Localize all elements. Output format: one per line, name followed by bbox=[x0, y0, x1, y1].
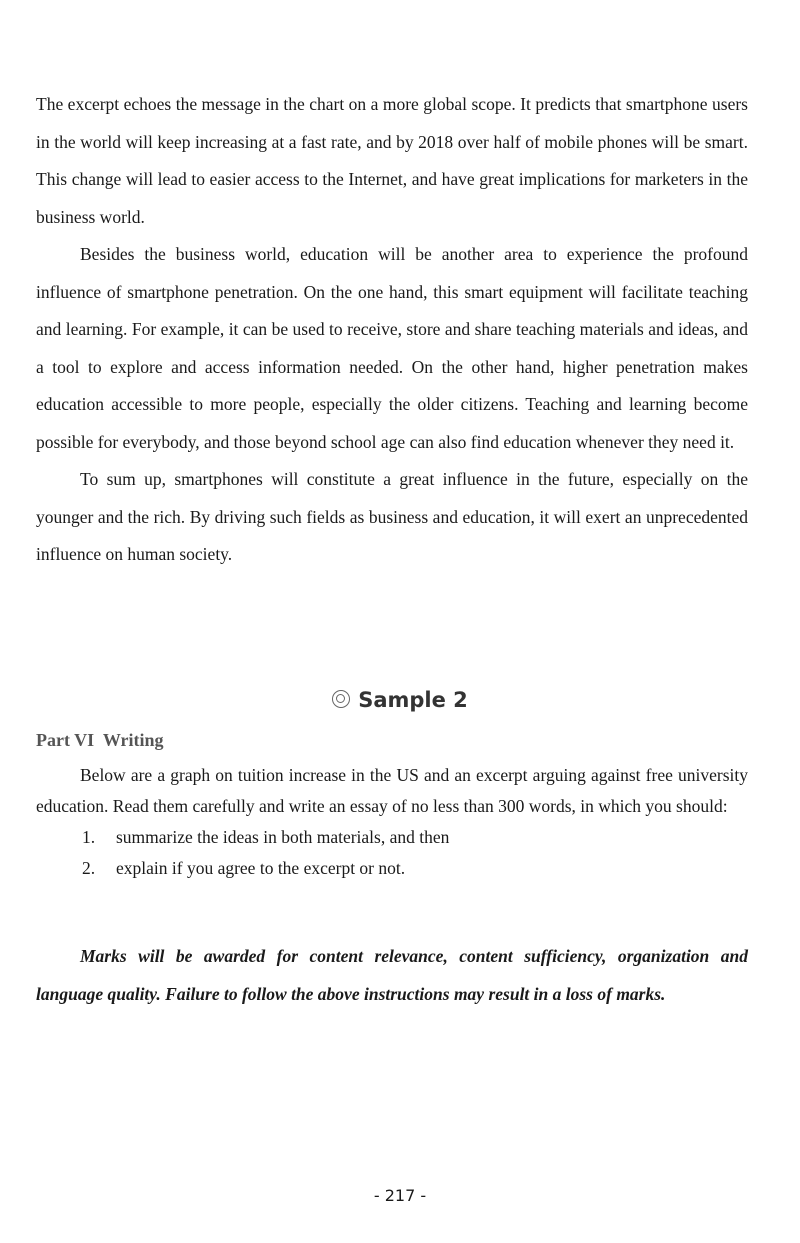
sample-heading bbox=[0, 688, 800, 712]
list-item-number: 2. bbox=[82, 858, 96, 878]
essay-paragraph-1: The excerpt echoes the message in the chart on a more global scope. It predicts that smartphone users in the world will keep increasing at a fast rate, and by 2018 over half of mobile phones will be smart. This change will lead to easier access to the Internet, and have great implications for marketers in the business world. bbox=[36, 94, 748, 227]
instructions bbox=[36, 760, 748, 884]
essay-body bbox=[36, 86, 748, 574]
essay-paragraph-3: To sum up, smartphones will constitute a great influence in the future, especially on the younger and the rich. By driving such fields as business and education, it will exert an unprecedented influence on human society. bbox=[36, 469, 748, 564]
list-item-text: summarize the ideas in both materials, and then bbox=[116, 827, 450, 847]
list-item-text: explain if you agree to the excerpt or not. bbox=[116, 858, 406, 878]
marks-note bbox=[36, 938, 748, 1013]
marks-note-text: Marks will be awarded for content relevance, content sufficiency, organization and language quality. Failure to follow the above instructions may result in a loss of marks. bbox=[36, 946, 748, 1004]
essay-paragraph-2: Besides the business world, education will be another area to experience the profound influence of smartphone penetration. On the one hand, this smart equipment will facilitate teaching and learning. For example, it can be used to receive, store and share teaching materials and ideas, and a tool to explore and access information needed. On the other hand, higher penetration makes education accessible to more people, especially the older citizens. Teaching and learning become possible for everybody, and those beyond school age can also find education whenever they need it. bbox=[36, 244, 748, 452]
part-heading: Part VI Writing bbox=[36, 730, 164, 750]
list-item bbox=[36, 853, 748, 884]
page-number: - 217 - bbox=[373, 1186, 427, 1205]
list-item-number: 1. bbox=[82, 827, 96, 847]
sample-title: Sample 2 bbox=[358, 688, 468, 712]
instructions-list bbox=[36, 822, 748, 884]
double-circle-icon bbox=[332, 690, 350, 708]
list-item bbox=[36, 822, 748, 853]
instructions-intro: Below are a graph on tuition increase in the US and an excerpt arguing against free university education. Read them carefully and write an essay of no less than 300 words, in which you should: bbox=[36, 765, 748, 816]
